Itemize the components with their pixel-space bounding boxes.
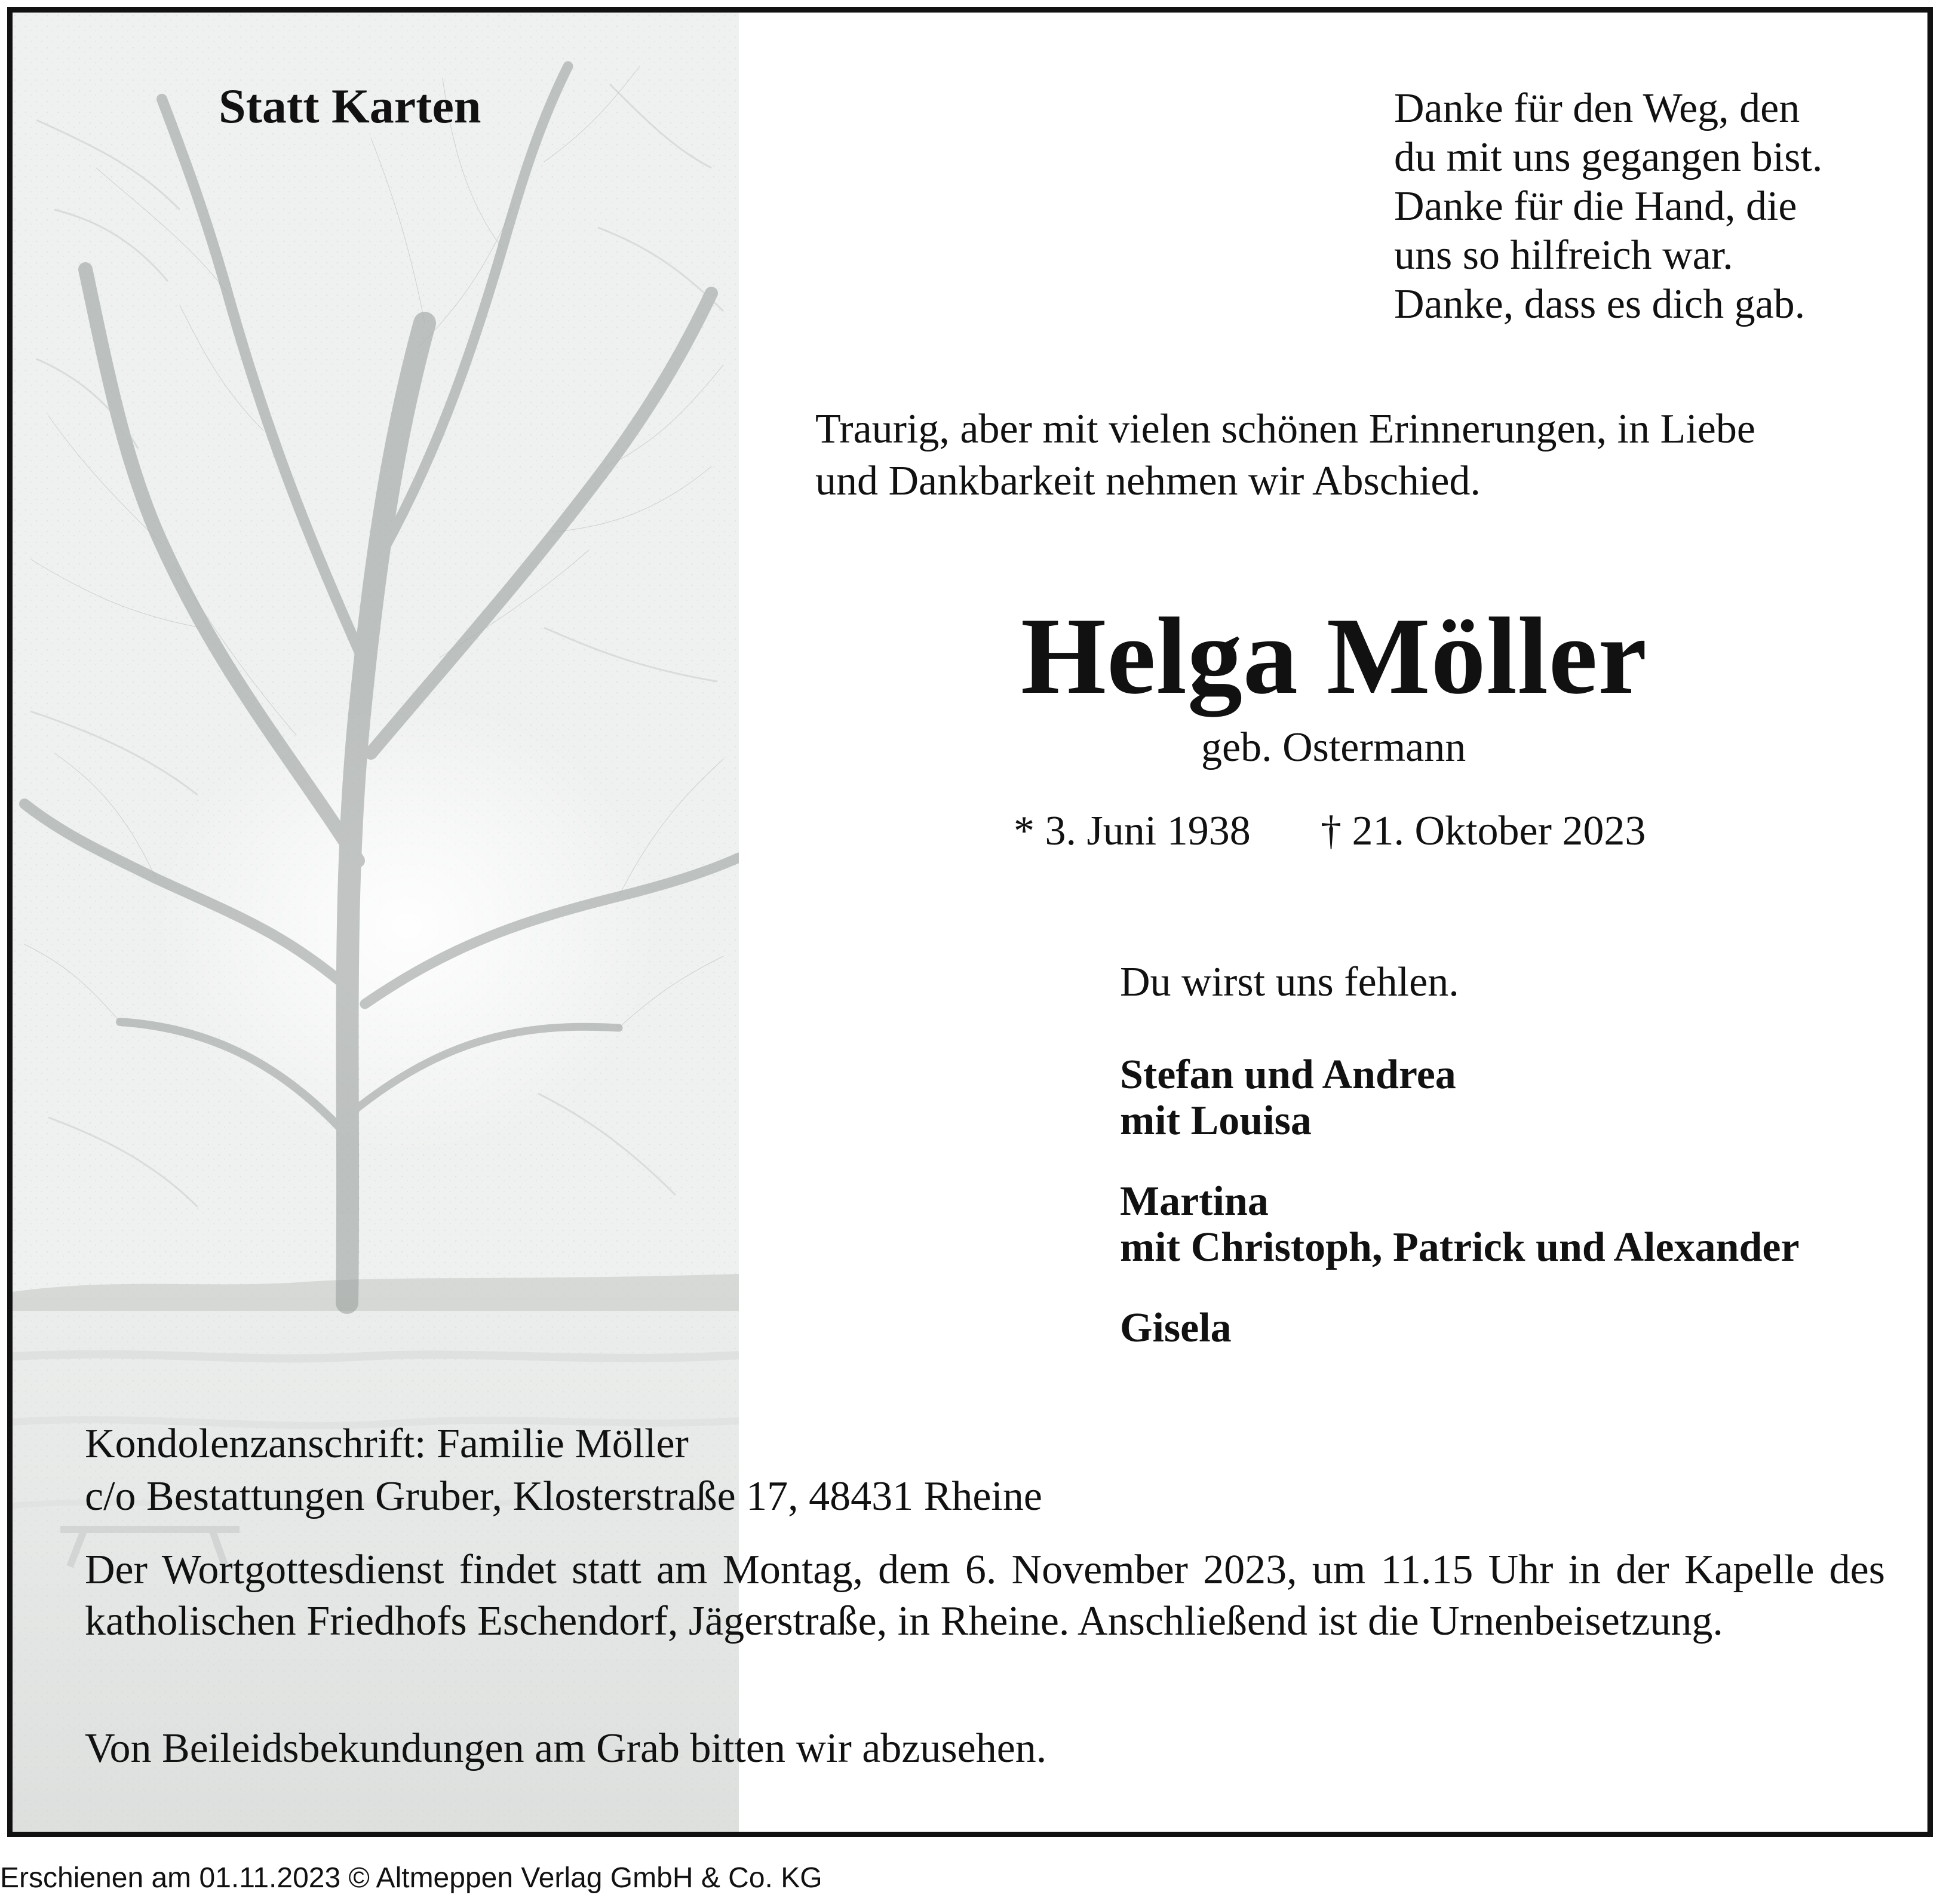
farewell-intro bbox=[815, 403, 1755, 507]
family-line: Gisela bbox=[1120, 1305, 1232, 1351]
family-group-martina bbox=[1120, 1178, 1896, 1270]
intro-line: und Dankbarkeit nehmen wir Abschied. bbox=[815, 458, 1481, 504]
condolence-request: Von Beileidsbekundungen am Grab bitten wir abzusehen. bbox=[85, 1725, 1047, 1771]
birth-name: geb. Ostermann bbox=[1201, 724, 1466, 770]
intro-line: Traurig, aber mit vielen schönen Erinnerungen, in Liebe bbox=[815, 406, 1755, 452]
deceased-name: Helga Möller bbox=[1021, 595, 1648, 717]
obituary-notice bbox=[7, 7, 1933, 1837]
poem bbox=[1394, 84, 1822, 329]
service-information: Der Wortgottesdienst findet statt am Montag, dem 6. November 2023, um 11.15 Uhr in der Kapelle des katholischen Friedhofs Eschendorf, Jägerstraße, in Rheine. Anschließend ist die Urnenbeisetzung. bbox=[85, 1547, 1885, 1644]
family-group-gisela bbox=[1120, 1305, 1896, 1351]
family-list bbox=[1120, 1052, 1896, 1351]
death-date: † 21. Oktober 2023 bbox=[1321, 808, 1646, 854]
family-line: mit Christoph, Patrick und Alexander bbox=[1120, 1224, 1800, 1270]
poem-line: Danke, dass es dich gab. bbox=[1394, 281, 1806, 327]
address-line: c/o Bestattungen Gruber, Klosterstraße 17, 48431 Rheine bbox=[85, 1473, 1042, 1519]
family-line: Stefan und Andrea bbox=[1120, 1052, 1456, 1098]
publication-footer: Erschienen am 01.11.2023 © Altmeppen Verlag GmbH & Co. KG bbox=[0, 1862, 822, 1894]
poem-line: Danke für die Hand, die bbox=[1394, 183, 1797, 229]
poem-line: uns so hilfreich war. bbox=[1394, 232, 1733, 278]
statt-karten-heading: Statt Karten bbox=[219, 79, 481, 133]
poem-line: du mit uns gegangen bist. bbox=[1394, 134, 1823, 180]
family-line: Martina bbox=[1120, 1178, 1269, 1224]
condolence-address bbox=[85, 1418, 1042, 1523]
birth-date: * 3. Juni 1938 bbox=[1014, 808, 1251, 854]
missing-message: Du wirst uns fehlen. bbox=[1120, 959, 1459, 1005]
poem-line: Danke für den Weg, den bbox=[1394, 85, 1800, 131]
family-group-stefan bbox=[1120, 1052, 1896, 1144]
address-line: Kondolenzanschrift: Familie Möller bbox=[85, 1421, 689, 1467]
family-line: mit Louisa bbox=[1120, 1098, 1312, 1144]
